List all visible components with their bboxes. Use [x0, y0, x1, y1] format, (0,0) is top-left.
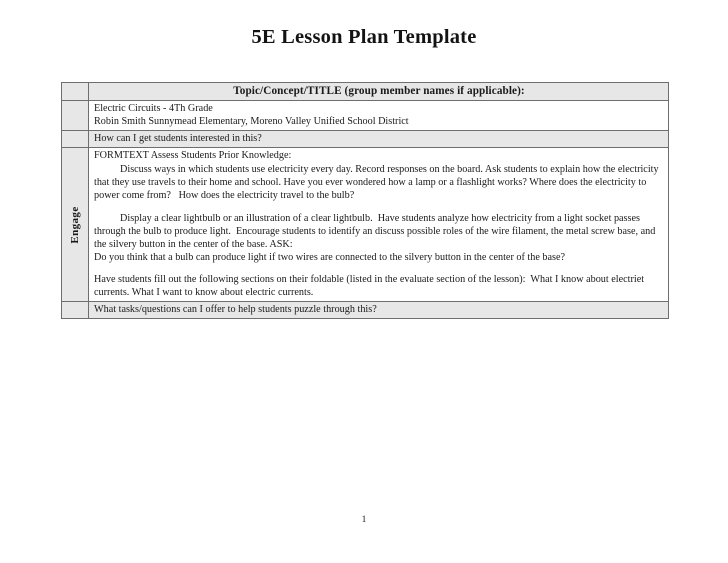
engage-paragraph-5: Have students fill out the following sections on their foldable (listed in the evaluate section of the lesson): What I know about electriet currents. What I want to know about electric currents. [94, 273, 647, 298]
table-row-header [62, 83, 669, 101]
engage-paragraph-1: FORMTEXT Assess Students Prior Knowledge: [94, 150, 292, 162]
section-label-engage-text: Engage [68, 206, 81, 244]
table-row-tasks [62, 301, 669, 318]
engage-paragraph-4: Do you think that a bulb can produce light if two wires are connected to the silvery button in the center of the base? [94, 251, 566, 263]
engage-content-cell [89, 148, 669, 301]
topic-title-text: Electric Circuits - 4Th Grade [94, 103, 213, 115]
topic-label-cell [62, 101, 89, 131]
table-row-prompt [62, 131, 669, 148]
tasks-label-cell [62, 301, 89, 318]
topic-content-cell [89, 101, 669, 131]
header-title-cell: Topic/Concept/TITLE (group member names if applicable): [89, 83, 669, 101]
lesson-plan-table [61, 82, 669, 319]
engage-paragraph-3: Display a clear lightbulb or an illustration of a clear lightbulb. Have students analyze how electricity from a light socket passes through the bulb to produce light. Encourage students to identify an discuss possible roles of the wire filament, the metal screw base, and the silvery button in the center of the base. ASK: [94, 212, 658, 250]
table-row-engage-content [62, 148, 669, 301]
page-number: 1 [361, 515, 367, 525]
prompt-label-cell [62, 131, 89, 148]
engage-paragraph-2: Discuss ways in which students use electricity every day. Record responses on the board. Ask students to explain how the electricity that they use travels to their home and school. Have you ever wondered how a lamp or a flashlight works? Where does the electricity to power come from? How does the electricity travel to the bulb? [94, 163, 662, 201]
page-title: 5E Lesson Plan Template [251, 26, 477, 48]
prompt-question-text: How can I get students interested in this? [89, 131, 669, 148]
table-row-topic [62, 101, 669, 131]
section-label-engage [62, 148, 89, 301]
tasks-question-text: What tasks/questions can I offer to help students puzzle through this? [89, 301, 669, 318]
topic-author-text: Robin Smith Sunnymead Elementary, Moreno Valley Unified School District [94, 116, 409, 128]
header-label-cell [62, 83, 89, 101]
